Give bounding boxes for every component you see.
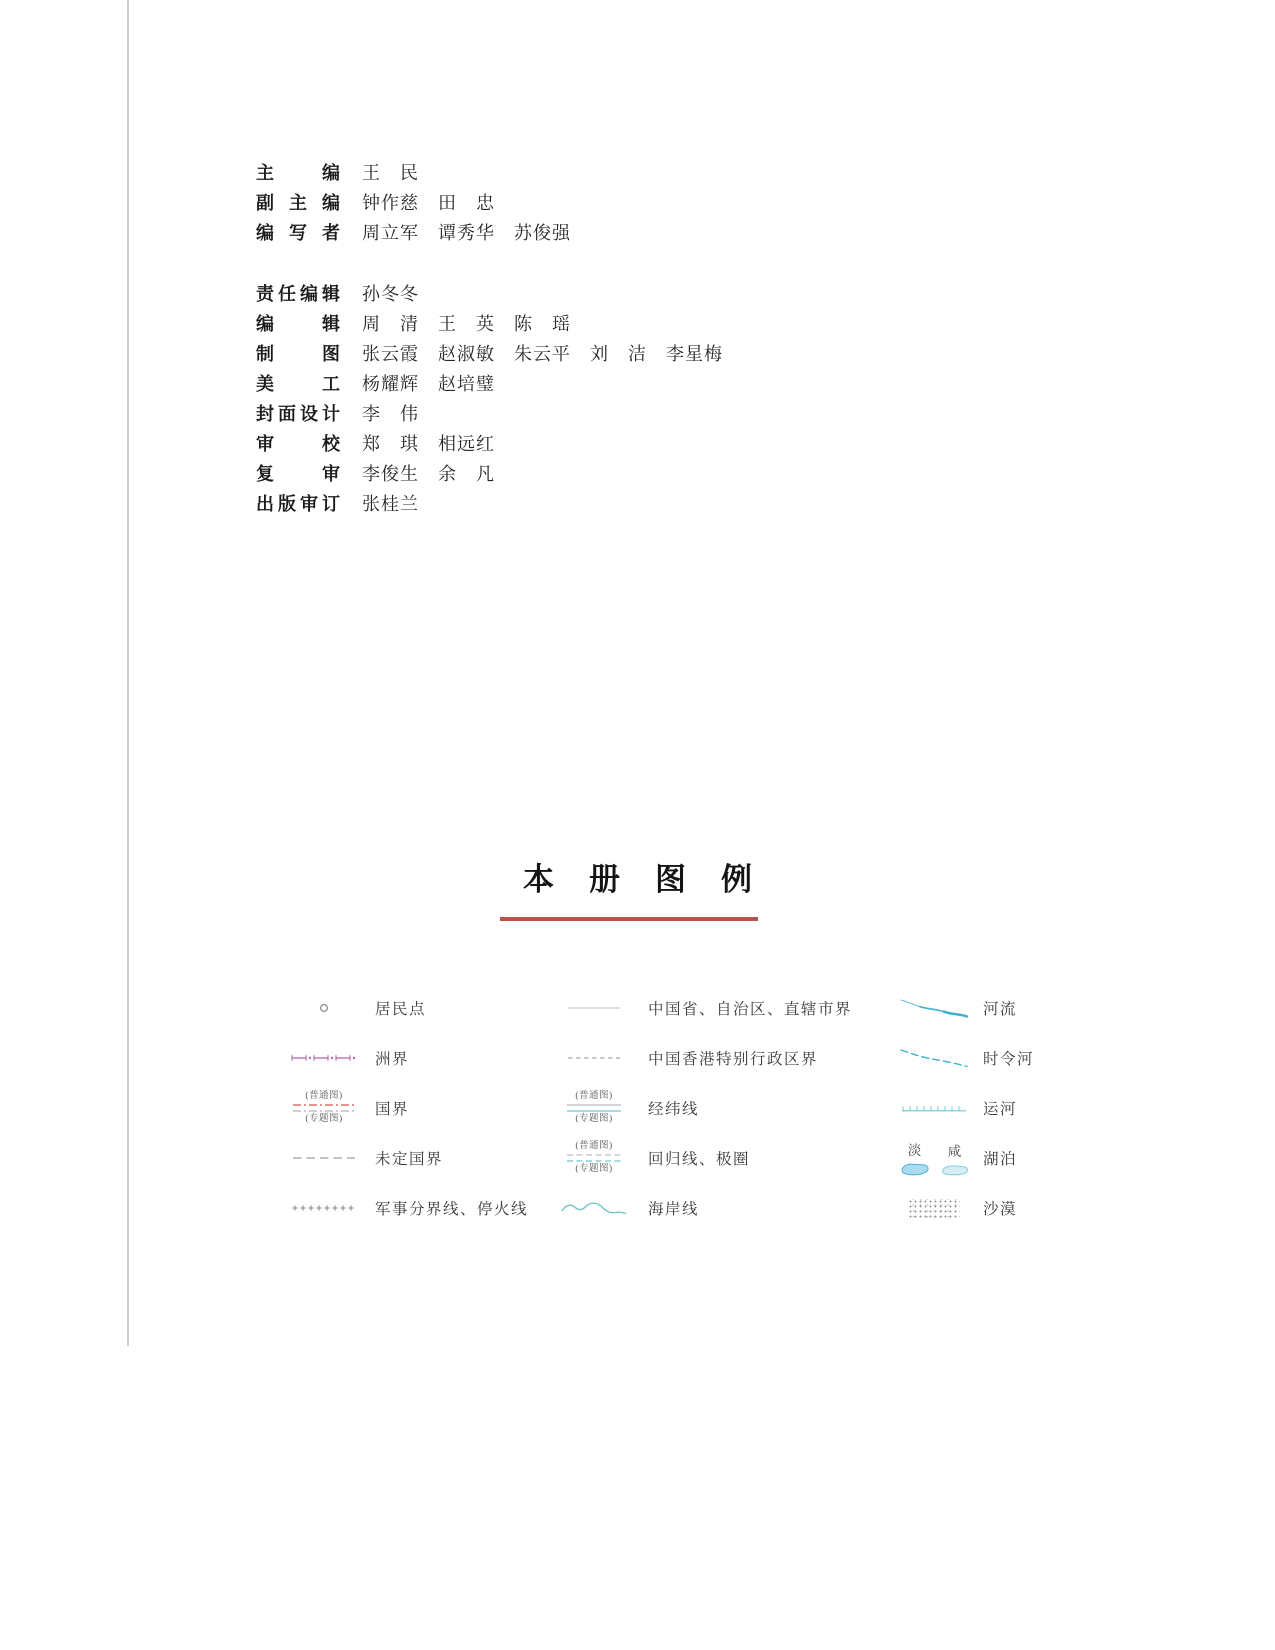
desert-stipple-icon xyxy=(908,1199,960,1218)
coastline-symbol xyxy=(553,1199,635,1217)
credit-row xyxy=(256,458,723,488)
general-map-note: (普通图) xyxy=(575,1140,613,1151)
saltwater-label: 咸 xyxy=(947,1144,962,1159)
general-map-note: (普通图) xyxy=(575,1090,613,1101)
legend-item-national-boundary xyxy=(286,1083,528,1133)
legend-title: 本册图例 xyxy=(523,862,787,897)
legend-item-label: 海岸线 xyxy=(648,1201,700,1218)
legend-item-intermittent-river xyxy=(898,1033,1034,1083)
credit-row xyxy=(256,398,723,428)
legend-item-tropic-polar-circle xyxy=(553,1133,852,1183)
credit-role-label: 复审 xyxy=(256,464,340,484)
legend-title-underline xyxy=(500,917,758,921)
lake-symbols xyxy=(899,1139,970,1177)
freshwater-lake-icon xyxy=(899,1160,931,1177)
credit-row xyxy=(256,217,723,247)
symbol-variants-stack xyxy=(292,1091,356,1126)
legend-item-label: 国界 xyxy=(375,1101,410,1118)
hongkong-sar-boundary-line-icon xyxy=(567,1054,621,1062)
credit-role-label: 出版审订 xyxy=(256,494,340,514)
canal-comb-line-icon xyxy=(900,1102,968,1114)
legend-item-military-demarcation-line xyxy=(286,1183,528,1233)
credit-row xyxy=(256,278,723,308)
continent-boundary-line-icon xyxy=(291,1053,357,1063)
legend-item-label: 洲界 xyxy=(375,1051,410,1068)
legend-item-label: 沙漠 xyxy=(983,1201,1018,1218)
credit-names: 钟作慈 田 忠 xyxy=(362,193,495,213)
settlement-circle-icon xyxy=(317,1001,331,1015)
legend-item-continent-boundary xyxy=(286,1033,528,1083)
general-map-note: (普通图) xyxy=(305,1090,343,1101)
legend-column-1 xyxy=(286,983,528,1233)
symbol-variants-stack xyxy=(566,1091,622,1126)
credit-names: 周 清 王 英 陈 瑶 xyxy=(362,314,571,334)
credit-row xyxy=(256,157,723,187)
coastline-wave-icon xyxy=(560,1199,628,1217)
legend-item-desert xyxy=(898,1183,1034,1233)
credit-role-label: 制图 xyxy=(256,344,340,364)
legend-item-label: 中国省、自治区、直辖市界 xyxy=(648,1001,853,1018)
credit-names: 张桂兰 xyxy=(362,494,419,514)
undefined-boundary-line-icon xyxy=(292,1154,356,1162)
legend-item-label: 经纬线 xyxy=(648,1101,700,1118)
page-margin-rule xyxy=(127,0,129,1346)
legend-column-2 xyxy=(553,983,852,1233)
saltwater-lake-icon xyxy=(940,1161,970,1177)
undefined-national-boundary-symbol xyxy=(286,1154,362,1162)
desert-symbol xyxy=(898,1199,970,1218)
credits-group-2 xyxy=(256,278,723,518)
legend-item-label: 中国香港特别行政区界 xyxy=(648,1051,819,1068)
credit-role-label: 美工 xyxy=(256,374,340,394)
saltwater-lake xyxy=(940,1140,970,1177)
thematic-map-note: (专题图) xyxy=(575,1164,613,1174)
credits-group-1 xyxy=(256,157,723,247)
national-boundary-symbol xyxy=(286,1091,362,1126)
settlement-point-symbol xyxy=(286,1001,362,1015)
credit-role-label: 责任编辑 xyxy=(256,284,340,304)
river-line-icon xyxy=(898,996,970,1020)
thematic-map-note: (专题图) xyxy=(575,1114,613,1124)
legend-item-river xyxy=(898,983,1034,1033)
river-symbol xyxy=(898,996,970,1020)
graticule-line-symbol xyxy=(553,1091,635,1126)
province-boundary-symbol xyxy=(553,1004,635,1012)
legend-item-hongkong-sar-boundary xyxy=(553,1033,852,1083)
credit-names: 郑 琪 相远红 xyxy=(362,434,495,454)
legend-item-label: 军事分界线、停火线 xyxy=(375,1201,529,1218)
legend-column-3 xyxy=(898,983,1034,1233)
legend-item-coastline xyxy=(553,1183,852,1233)
legend-item-label: 时令河 xyxy=(983,1051,1035,1068)
credit-role-label: 编写者 xyxy=(256,223,340,243)
thematic-map-note: (专题图) xyxy=(305,1114,343,1124)
credit-row xyxy=(256,187,723,217)
legend-item-graticule-line xyxy=(553,1083,852,1133)
tropic-polar-circle-symbol xyxy=(553,1141,635,1176)
legend-item-undefined-national-boundary xyxy=(286,1133,528,1183)
credit-row xyxy=(256,428,723,458)
legend-item-province-boundary xyxy=(553,983,852,1033)
credit-names: 王 民 xyxy=(362,163,419,183)
credit-names: 李 伟 xyxy=(362,404,419,424)
province-boundary-line-icon xyxy=(567,1004,621,1012)
ceasefire-crosses-line-icon xyxy=(290,1203,358,1213)
legend-item-label: 湖泊 xyxy=(983,1151,1018,1168)
legend-item-canal xyxy=(898,1083,1034,1133)
continent-boundary-symbol xyxy=(286,1053,362,1063)
credit-names: 张云霞 赵淑敏 朱云平 刘 洁 李星梅 xyxy=(362,344,723,364)
credit-row xyxy=(256,488,723,518)
credit-row xyxy=(256,338,723,368)
credit-names: 周立军 谭秀华 苏俊强 xyxy=(362,223,571,243)
credit-row xyxy=(256,308,723,338)
legend-item-lakes xyxy=(898,1133,1034,1183)
credit-role-label: 封面设计 xyxy=(256,404,340,424)
canal-symbol xyxy=(898,1102,970,1114)
credit-names: 孙冬冬 xyxy=(362,284,419,304)
legend-item-label: 居民点 xyxy=(375,1001,427,1018)
credit-role-label: 主编 xyxy=(256,163,340,183)
hongkong-sar-boundary-symbol xyxy=(553,1054,635,1062)
credit-names: 杨耀辉 赵培璧 xyxy=(362,374,495,394)
symbol-variants-stack xyxy=(566,1141,622,1176)
credits-block xyxy=(256,157,723,518)
freshwater-lake xyxy=(899,1139,931,1177)
intermittent-river-line-icon xyxy=(898,1046,970,1070)
credit-row xyxy=(256,368,723,398)
lakes-symbol xyxy=(898,1139,970,1177)
legend-item-label: 回归线、极圈 xyxy=(648,1151,751,1168)
credit-role-label: 编辑 xyxy=(256,314,340,334)
credit-role-label: 审校 xyxy=(256,434,340,454)
legend-item-label: 河流 xyxy=(983,1001,1018,1018)
credit-names: 李俊生 余 凡 xyxy=(362,464,495,484)
military-demarcation-line-symbol xyxy=(286,1203,362,1213)
intermittent-river-symbol xyxy=(898,1046,970,1070)
credit-role-label: 副主编 xyxy=(256,193,340,213)
freshwater-label: 淡 xyxy=(907,1143,922,1158)
legend-item-settlement-point xyxy=(286,983,528,1033)
legend-item-label: 运河 xyxy=(983,1101,1018,1118)
legend-item-label: 未定国界 xyxy=(375,1151,444,1168)
